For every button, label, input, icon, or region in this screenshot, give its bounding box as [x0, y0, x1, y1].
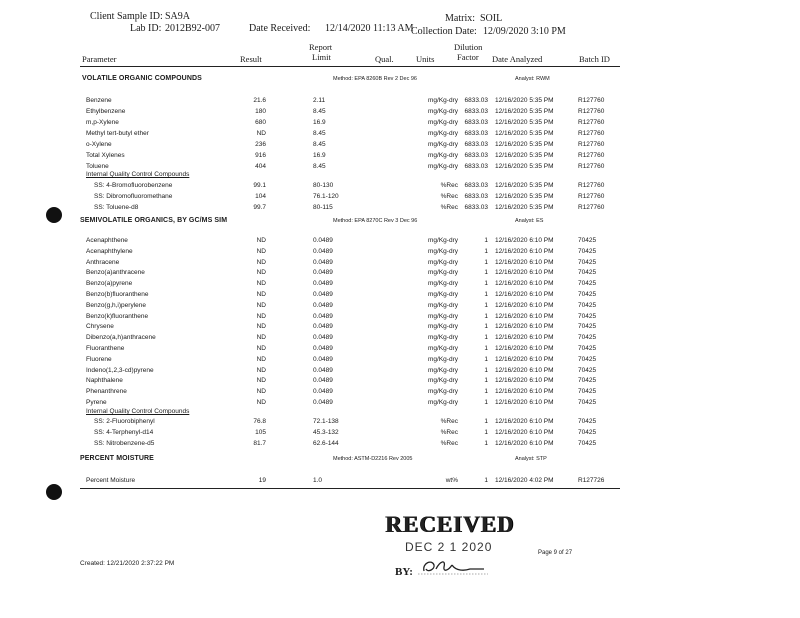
cell-date: 12/16/2020 6:10 PM [495, 258, 554, 266]
cell-limit: 0.0489 [313, 312, 333, 320]
cell-limit: 8.45 [313, 141, 326, 148]
cell-param: SS: 4-Terphenyl-d14 [94, 429, 154, 436]
cell-result: ND [256, 237, 266, 244]
cell-limit: 80-130 [313, 182, 334, 189]
cell-dil: 1 [484, 345, 488, 352]
cell-date: 12/16/2020 5:35 PM [495, 141, 554, 148]
cell-units: mg/Kg-dry [428, 355, 458, 363]
col-units: Units [416, 54, 435, 64]
cell-date: 12/16/2020 5:35 PM [495, 204, 554, 211]
cell-result: ND [256, 355, 266, 363]
cell-result: 105 [255, 429, 266, 436]
cell-dil: 1 [484, 388, 488, 396]
cell-units: mg/Kg-dry [428, 130, 458, 137]
cell-date: 12/16/2020 6:10 PM [495, 269, 554, 277]
cell-batch: 70425 [578, 418, 597, 425]
cell-batch: 70425 [578, 280, 597, 288]
table-row [0, 334, 800, 344]
cell-param: Benzo(g,h,i)perylene [86, 301, 146, 309]
cell-dil: 1 [484, 280, 488, 288]
cell-date: 12/16/2020 5:35 PM [495, 130, 554, 137]
cell-batch: 70425 [578, 399, 597, 406]
cell-date: 12/16/2020 6:10 PM [495, 334, 554, 342]
table-row [0, 367, 800, 377]
cell-result: 99.7 [253, 204, 266, 211]
table-row [0, 477, 800, 487]
cell-result: ND [256, 258, 266, 266]
cell-dil: 1 [484, 418, 488, 425]
cell-result: ND [256, 345, 266, 352]
cell-date: 12/16/2020 6:10 PM [495, 418, 554, 425]
cell-units: mg/Kg-dry [428, 247, 458, 255]
cell-param: m,p-Xylene [86, 119, 119, 126]
col-dilution-2: Factor [457, 52, 479, 62]
cell-batch: 70425 [578, 334, 597, 342]
cell-units: mg/Kg-dry [428, 377, 458, 385]
received-stamp-text: RECEIVED [385, 512, 515, 537]
cell-limit: 8.45 [313, 108, 326, 115]
cell-batch: R127760 [578, 182, 605, 189]
svoc-analyst: Analyst: ES [515, 218, 544, 224]
cell-param: Pyrene [86, 399, 107, 406]
table-row [0, 269, 800, 279]
cell-dil: 1 [484, 477, 488, 484]
cell-result: ND [256, 377, 266, 385]
table-row [0, 141, 800, 151]
client-sample-id: SA9A [165, 11, 191, 22]
cell-dil: 6833.03 [464, 152, 488, 159]
cell-units: %Rec [440, 182, 458, 189]
cell-result: 21.6 [253, 97, 266, 104]
cell-batch: 70425 [578, 323, 597, 331]
cell-batch: R127760 [578, 108, 605, 115]
table-row [0, 377, 800, 387]
cell-limit: 8.45 [313, 163, 326, 170]
cell-limit: 0.0489 [313, 323, 333, 331]
voc-qc-title: Internal Quality Control Compounds [86, 171, 190, 178]
cell-result: 19 [258, 477, 266, 484]
cell-batch: R127760 [578, 141, 605, 148]
table-row [0, 193, 800, 203]
table-row [0, 108, 800, 118]
lab-id: 2012B92-007 [165, 23, 220, 34]
cell-param: SS: Dibromofluoromethane [94, 193, 173, 200]
cell-units: mg/Kg-dry [428, 163, 458, 170]
cell-batch: 70425 [578, 269, 597, 277]
cell-dil: 6833.03 [464, 119, 488, 126]
cell-units: mg/Kg-dry [428, 323, 458, 331]
voc-section-title: VOLATILE ORGANIC COMPOUNDS [82, 75, 202, 82]
cell-result: ND [256, 269, 266, 277]
cell-batch: 70425 [578, 355, 597, 363]
cell-dil: 1 [484, 440, 488, 447]
cell-dil: 6833.03 [464, 97, 488, 104]
cell-batch: 70425 [578, 377, 597, 385]
cell-result: ND [256, 399, 266, 406]
cell-batch: 70425 [578, 388, 597, 396]
cell-units: mg/Kg-dry [428, 258, 458, 266]
table-row [0, 152, 800, 162]
cell-date: 12/16/2020 5:35 PM [495, 163, 554, 170]
cell-limit: 0.0489 [313, 388, 333, 396]
cell-limit: 0.0489 [313, 377, 333, 385]
cell-result: 404 [255, 163, 266, 170]
cell-result: ND [256, 130, 266, 137]
col-batch-id: Batch ID [579, 54, 610, 64]
cell-param: Benzene [86, 97, 112, 104]
cell-date: 12/16/2020 6:10 PM [495, 237, 554, 244]
cell-param: Benzo(a)anthracene [86, 269, 145, 277]
cell-result: 81.7 [253, 440, 266, 447]
cell-param: Fluorene [86, 355, 112, 363]
cell-param: Fluoranthene [86, 345, 125, 352]
cell-result: ND [256, 323, 266, 331]
cell-units: mg/Kg-dry [428, 345, 458, 352]
cell-units: wt% [445, 477, 458, 484]
cell-dil: 1 [484, 237, 488, 244]
table-row [0, 248, 800, 258]
table-row [0, 130, 800, 140]
cell-dil: 1 [484, 301, 488, 309]
cell-param: SS: 2-Fluorobiphenyl [94, 418, 155, 425]
cell-param: Total Xylenes [86, 152, 125, 159]
col-report-limit-2: Limit [312, 52, 331, 62]
table-row [0, 440, 800, 450]
moisture-method: Method: ASTM-D2216 Rev 2005 [333, 456, 413, 462]
table-row [0, 429, 800, 439]
cell-limit: 0.0489 [313, 280, 333, 288]
collection-date-label: Collection Date: [411, 26, 477, 37]
table-row [0, 280, 800, 290]
col-date-analyzed: Date Analyzed [492, 54, 543, 64]
cell-limit: 0.0489 [313, 355, 333, 363]
table-row [0, 291, 800, 301]
cell-dil: 1 [484, 312, 488, 320]
cell-limit: 8.45 [313, 130, 326, 137]
table-row [0, 323, 800, 333]
cell-dil: 1 [484, 429, 488, 436]
cell-dil: 6833.03 [464, 204, 488, 211]
cell-dil: 6833.03 [464, 141, 488, 148]
page-number: Page 9 of 27 [538, 550, 573, 556]
cell-param: SS: Toluene-d8 [94, 204, 139, 211]
cell-dil: 1 [484, 399, 488, 406]
date-received-label: Date Received: [249, 23, 311, 34]
cell-limit: 0.0489 [313, 345, 333, 352]
cell-result: ND [256, 247, 266, 255]
cell-result: ND [256, 280, 266, 288]
cell-units: mg/Kg-dry [428, 119, 458, 126]
svoc-qc-title: Internal Quality Control Compounds [86, 408, 190, 415]
cell-batch: R127760 [578, 152, 605, 159]
cell-date: 12/16/2020 5:35 PM [495, 182, 554, 189]
cell-dil: 6833.03 [464, 193, 488, 200]
cell-units: mg/Kg-dry [428, 141, 458, 148]
cell-units: mg/Kg-dry [428, 269, 458, 277]
cell-batch: 70425 [578, 366, 597, 374]
cell-dil: 1 [484, 366, 488, 374]
cell-param: Acenaphthene [86, 237, 128, 244]
cell-param: SS: 4-Bromofluorobenzene [94, 182, 173, 189]
cell-batch: 70425 [578, 258, 597, 266]
cell-units: %Rec [440, 193, 458, 200]
table-row [0, 204, 800, 214]
cell-units: mg/Kg-dry [428, 237, 458, 244]
cell-result: 916 [255, 152, 266, 159]
cell-dil: 1 [484, 291, 488, 298]
stamp-by-label: BY: [395, 566, 413, 578]
table-row [0, 388, 800, 398]
cell-limit: 0.0489 [313, 258, 333, 266]
table-row [0, 182, 800, 192]
cell-units: %Rec [440, 418, 458, 425]
cell-limit: 80-115 [313, 204, 333, 211]
cell-date: 12/16/2020 6:10 PM [495, 345, 554, 352]
lab-id-label: Lab ID: [130, 23, 162, 34]
cell-date: 12/16/2020 5:35 PM [495, 152, 554, 159]
table-row [0, 237, 800, 247]
collection-date: 12/09/2020 3:10 PM [483, 26, 566, 37]
cell-dil: 1 [484, 258, 488, 266]
cell-date: 12/16/2020 6:10 PM [495, 399, 554, 406]
cell-date: 12/16/2020 6:10 PM [495, 247, 554, 255]
cell-param: Indeno(1,2,3-cd)pyrene [86, 366, 154, 374]
cell-date: 12/16/2020 6:10 PM [495, 301, 554, 309]
cell-param: Dibenzo(a,h)anthracene [86, 334, 156, 342]
cell-batch: R127726 [578, 477, 605, 484]
cell-batch: 70425 [578, 440, 597, 447]
date-received: 12/14/2020 11:13 AM [325, 23, 414, 34]
punch-hole-bottom [46, 484, 62, 500]
cell-limit: 0.0489 [313, 291, 333, 298]
cell-dil: 1 [484, 247, 488, 255]
cell-batch: 70425 [578, 312, 597, 320]
cell-date: 12/16/2020 6:10 PM [495, 388, 554, 396]
cell-dil: 1 [484, 377, 488, 385]
cell-date: 12/16/2020 6:10 PM [495, 291, 554, 298]
cell-limit: 62.6-144 [313, 440, 339, 447]
cell-dil: 6833.03 [464, 163, 488, 170]
cell-result: 180 [255, 108, 266, 115]
cell-units: mg/Kg-dry [428, 97, 458, 104]
cell-date: 12/16/2020 5:35 PM [495, 108, 554, 115]
cell-date: 12/16/2020 6:10 PM [495, 323, 554, 331]
received-stamp-date: DEC 2 1 2020 [405, 540, 493, 554]
cell-result: 104 [255, 193, 266, 200]
moisture-section-title: PERCENT MOISTURE [80, 455, 154, 462]
table-row [0, 356, 800, 366]
cell-limit: 72.1-138 [313, 418, 339, 425]
client-sample-id-label: Client Sample ID: [90, 11, 163, 22]
cell-batch: 70425 [578, 301, 597, 309]
cell-batch: 70425 [578, 291, 597, 298]
col-qual: Qual. [375, 54, 394, 64]
cell-limit: 0.0489 [313, 269, 333, 277]
cell-result: 236 [255, 141, 266, 148]
created-timestamp: Created: 12/21/2020 2:37:22 PM [80, 560, 175, 567]
cell-units: mg/Kg-dry [428, 108, 458, 115]
cell-limit: 0.0489 [313, 301, 333, 309]
cell-dil: 6833.03 [464, 130, 488, 137]
cell-batch: R127760 [578, 130, 605, 137]
moisture-analyst: Analyst: STP [515, 456, 547, 462]
cell-date: 12/16/2020 6:10 PM [495, 280, 554, 288]
cell-param: SS: Nitrobenzene-d5 [94, 440, 155, 447]
cell-param: o-Xylene [86, 141, 112, 148]
cell-limit: 16.9 [313, 119, 326, 126]
cell-result: ND [256, 366, 266, 374]
punch-hole-top [46, 207, 62, 223]
cell-result: ND [256, 334, 266, 342]
cell-result: ND [256, 291, 266, 298]
cell-batch: R127760 [578, 193, 605, 200]
cell-date: 12/16/2020 6:10 PM [495, 429, 554, 436]
cell-units: mg/Kg-dry [428, 399, 458, 406]
cell-dil: 6833.03 [464, 108, 488, 115]
matrix-label: Matrix: [445, 13, 475, 24]
cell-limit: 1.0 [313, 477, 323, 484]
matrix: SOIL [480, 13, 503, 24]
cell-units: mg/Kg-dry [428, 388, 458, 396]
cell-result: 680 [255, 119, 266, 126]
cell-result: ND [256, 388, 266, 396]
cell-date: 12/16/2020 6:10 PM [495, 355, 554, 363]
cell-batch: 70425 [578, 429, 597, 436]
col-dilution-1: Dilution [454, 42, 483, 52]
signature [418, 557, 488, 577]
cell-limit: 16.9 [313, 152, 326, 159]
cell-param: Toluene [86, 163, 109, 170]
cell-param: Phenanthrene [86, 388, 127, 396]
table-row [0, 313, 800, 323]
cell-batch: R127760 [578, 97, 605, 104]
cell-result: 99.1 [253, 182, 266, 189]
cell-dil: 6833.03 [464, 182, 488, 189]
cell-units: mg/Kg-dry [428, 291, 458, 298]
cell-units: mg/Kg-dry [428, 301, 458, 309]
cell-dil: 1 [484, 323, 488, 331]
col-result: Result [240, 54, 262, 64]
cell-param: Chrysene [86, 323, 114, 331]
cell-units: mg/Kg-dry [428, 312, 458, 320]
table-row [0, 302, 800, 312]
cell-date: 12/16/2020 6:10 PM [495, 377, 554, 385]
table-row [0, 259, 800, 269]
received-stamp [385, 512, 515, 560]
cell-dil: 1 [484, 269, 488, 277]
cell-param: Methyl tert-butyl ether [86, 130, 149, 137]
header-rule [80, 66, 620, 67]
cell-param: Ethylbenzene [86, 108, 126, 115]
cell-date: 12/16/2020 6:10 PM [495, 312, 554, 320]
cell-dil: 1 [484, 334, 488, 342]
cell-limit: 0.0489 [313, 334, 333, 342]
cell-date: 12/16/2020 5:35 PM [495, 193, 554, 200]
cell-result: ND [256, 301, 266, 309]
cell-date: 12/16/2020 5:35 PM [495, 97, 554, 104]
cell-limit: 0.0489 [313, 247, 333, 255]
table-row [0, 418, 800, 428]
cell-date: 12/16/2020 6:10 PM [495, 366, 554, 374]
col-report-limit-1: Report [309, 42, 333, 52]
cell-limit: 0.0489 [313, 399, 333, 406]
cell-dil: 1 [484, 355, 488, 363]
cell-param: Acenaphthylene [86, 247, 133, 255]
cell-date: 12/16/2020 6:10 PM [495, 440, 554, 447]
cell-limit: 2.11 [313, 97, 326, 104]
table-row [0, 119, 800, 129]
table-row [0, 97, 800, 107]
cell-limit: 0.0489 [313, 366, 333, 374]
cell-batch: 70425 [578, 345, 597, 352]
cell-param: Benzo(a)pyrene [86, 280, 133, 288]
col-parameter: Parameter [82, 54, 117, 64]
svoc-method: Method: EPA 8270C Rev 3 Dec 96 [333, 218, 418, 224]
voc-method: Method: EPA 8260B Rev 2 Dec 96 [333, 76, 417, 82]
cell-batch: 70425 [578, 247, 597, 255]
cell-param: Benzo(k)fluoranthene [86, 312, 149, 320]
cell-units: %Rec [440, 204, 458, 211]
cell-date: 12/16/2020 5:35 PM [495, 119, 554, 126]
cell-units: mg/Kg-dry [428, 280, 458, 288]
cell-batch: R127760 [578, 204, 605, 211]
cell-result: ND [256, 312, 266, 320]
cell-batch: 70425 [578, 237, 597, 244]
cell-limit: 76.1-120 [313, 193, 339, 200]
cell-batch: R127760 [578, 163, 605, 170]
cell-param: Anthracene [86, 258, 120, 266]
cell-units: %Rec [440, 429, 458, 436]
svoc-section-title: SEMIVOLATILE ORGANICS, BY GC/MS SIM [80, 217, 228, 224]
cell-units: mg/Kg-dry [428, 366, 458, 374]
cell-param: Percent Moisture [86, 477, 136, 484]
cell-units: mg/Kg-dry [428, 334, 458, 342]
bottom-rule [80, 488, 620, 489]
cell-param: Naphthalene [86, 377, 123, 385]
cell-units: mg/Kg-dry [428, 152, 458, 159]
cell-date: 12/16/2020 4:02 PM [495, 477, 554, 484]
cell-limit: 0.0489 [313, 237, 333, 244]
cell-units: %Rec [440, 440, 458, 447]
cell-result: 76.8 [253, 418, 266, 425]
table-row [0, 345, 800, 355]
voc-analyst: Analyst: RWM [515, 76, 550, 82]
cell-batch: R127760 [578, 119, 605, 126]
cell-limit: 45.3-132 [313, 429, 339, 436]
cell-param: Benzo(b)fluoranthene [86, 291, 149, 298]
